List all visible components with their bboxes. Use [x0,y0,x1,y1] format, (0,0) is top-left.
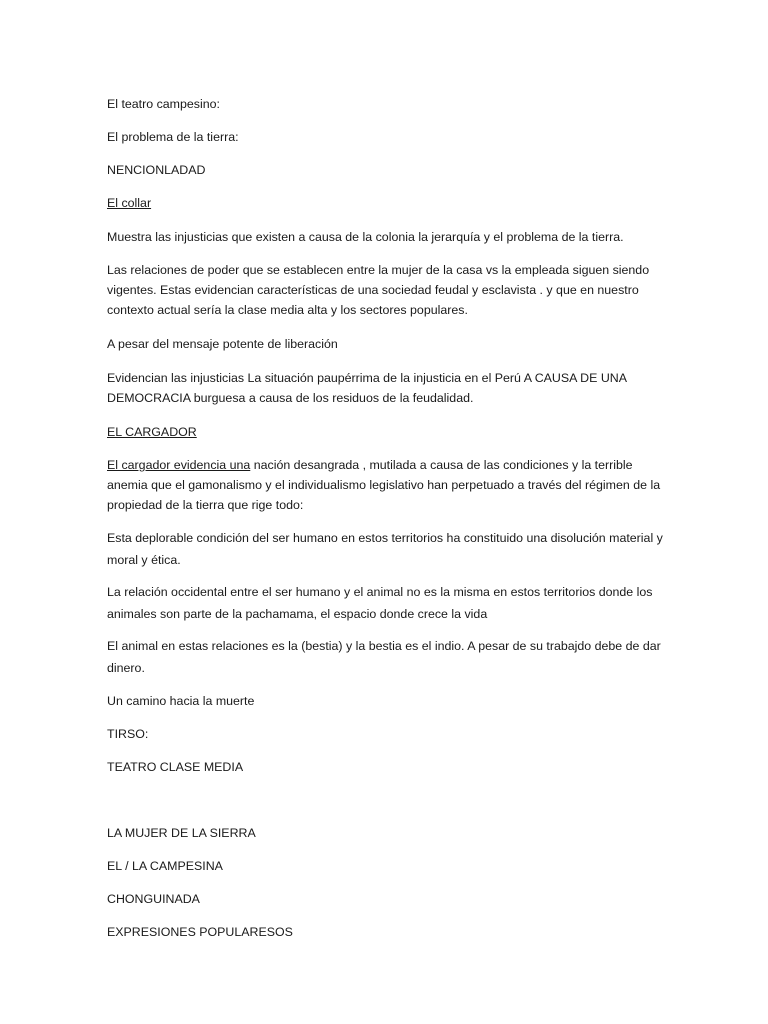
line-expresiones-populares: EXPRESIONES POPULARESOS [107,925,293,939]
line-tirso: TIRSO: [107,727,149,741]
line-mujer-sierra: LA MUJER DE LA SIERRA [107,826,256,840]
line-campesina: EL / LA CAMPESINA [107,859,223,873]
paragraph-cargador [107,455,668,515]
paragraph-injusticias: Muestra las injusticias que existen a causa de la colonia la jerarquía y el problema de la tierra. [107,230,624,244]
paragraph-condicion-deplorable: Esta deplorable condición del ser humano en estos territorios ha constituido una disolución material y moral y ética. [107,531,663,567]
line-camino-muerte: Un camino hacia la muerte [107,694,255,708]
heading-el-cargador: EL CARGADOR [107,425,197,439]
line-teatro-clase-media: TEATRO CLASE MEDIA [107,760,244,774]
paragraph-mensaje-liberacion: A pesar del mensaje potente de liberación [107,337,338,351]
heading-teatro-campesino: El teatro campesino: [107,97,220,111]
line-nencionladad: NENCIONLADAD [107,163,206,177]
paragraph-situacion-peru: Evidencian las injusticias La situación paupérrima de la injusticia en el Perú A CAUSA DE UNA DEMOCRACIA burguesa a causa de los residuos de la feudalidad. [107,371,627,405]
heading-el-collar: El collar [107,196,152,210]
heading-problema-tierra: El problema de la tierra: [107,130,239,144]
paragraph-animal-bestia: El animal en estas relaciones es la (bestia) y la bestia es el indio. A pesar de su trabajdo debe de dar dinero. [107,639,661,675]
cargador-rest-text: nación desangrada , mutilada a causa de las condiciones y la terrible anemia que el gamonalismo y el individualismo legislativo han perpetuado a través del régimen de la propiedad de la tierra que rige todo: [107,458,661,512]
paragraph-relaciones-poder: Las relaciones de poder que se establecen entre la mujer de la casa vs la empleada siguen siendo vigentes. Estas evidencian características de una sociedad feudal y esclavista . y que en nuestro contexto actual sería la clase media alta y los sectores populares. [107,263,650,317]
paragraph-relacion-occidental: La relación occidental entre el ser humano y el animal no es la misma en estos territorios donde los animales son parte de la pachamama, el espacio donde crece la vida [107,585,653,621]
cargador-underlined-phrase: El cargador evidencia una [107,458,251,472]
line-chonguinada: CHONGUINADA [107,892,200,906]
